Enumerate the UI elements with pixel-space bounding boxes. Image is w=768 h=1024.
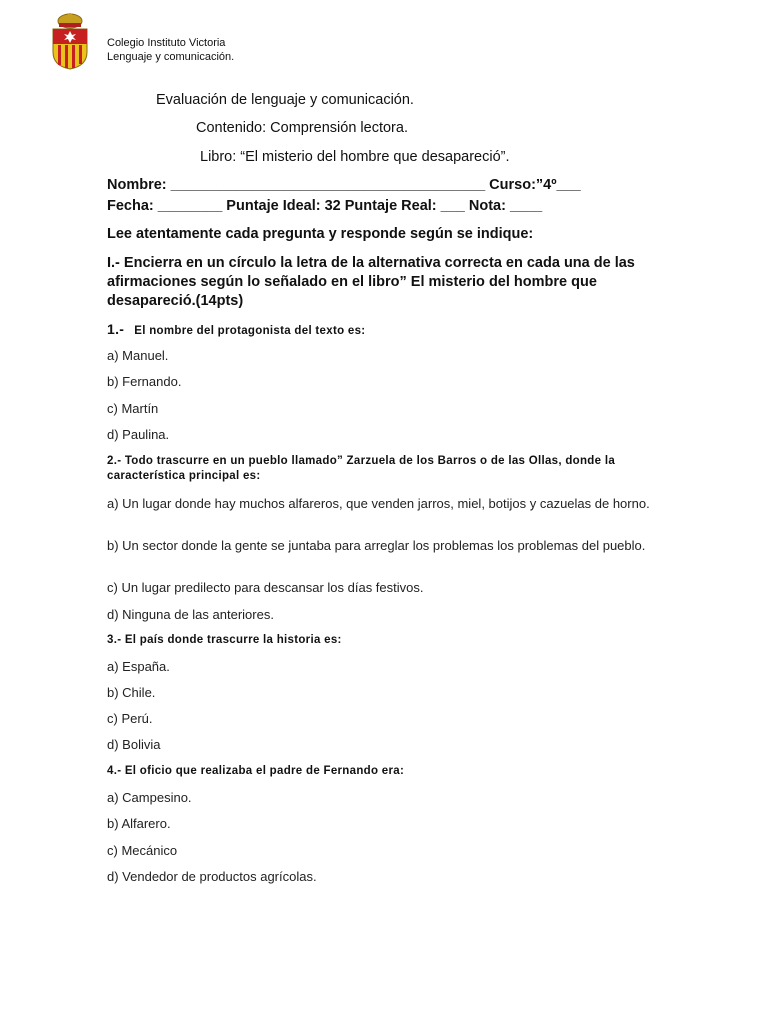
score-info-line: Fecha: ________ Puntaje Ideal: 32 Puntaje Real: ___ Nota: ____ — [107, 198, 543, 214]
question-3-text: 3.- El país donde trascurre la historia es: — [107, 634, 342, 646]
question-2-option-c: c) Un lugar predilecto para descansar los días festivos. — [107, 580, 424, 595]
question-1-option-d: d) Paulina. — [107, 427, 170, 442]
question-3-option-a: a) España. — [107, 659, 170, 674]
evaluation-title: Evaluación de lenguaje y comunicación. — [156, 92, 414, 108]
question-1-option-b: b) Fernando. — [107, 374, 182, 389]
question-1-text: El nombre del protagonista del texto es: — [134, 325, 366, 337]
subject-name: Lenguaje y comunicación. — [107, 51, 235, 63]
question-3-option-b: b) Chile. — [107, 685, 156, 700]
question-1-option-c: c) Martín — [107, 401, 159, 416]
content-title: Contenido: Comprensión lectora. — [196, 120, 408, 136]
question-1 — [107, 321, 365, 337]
school-name: Colegio Instituto Victoria — [107, 37, 226, 49]
book-title: Libro: “El misterio del hombre que desapareció”. — [200, 149, 510, 165]
question-2-option-b: b) Un sector donde la gente se juntaba para arreglar los problemas los problemas del pueblo. — [107, 538, 646, 553]
instructions: Lee atentamente cada pregunta y responde según se indique: — [107, 226, 534, 242]
question-3-option-c: c) Perú. — [107, 711, 153, 726]
question-4-option-b: b) Alfarero. — [107, 816, 171, 831]
school-crest-icon — [50, 12, 90, 70]
school-header — [107, 36, 234, 64]
question-4-option-c: c) Mecánico — [107, 843, 178, 858]
question-2-text: 2.- Todo trascurre en un pueblo llamado” Zarzuela de los Barros o de las Ollas, donde la característica principal es: — [107, 455, 616, 482]
question-1-number: 1.- — [107, 321, 125, 337]
section-heading: I.- Encierra en un círculo la letra de la alternativa correcta en cada una de las afirmaciones según lo señalado en el libro” El misterio del hombre que desapareció.(14pts) — [107, 255, 635, 309]
question-4-option-d: d) Vendedor de productos agrícolas. — [107, 869, 317, 884]
student-info-line: Nombre: _______________________________________ Curso:”4º___ — [107, 177, 581, 193]
question-2-option-d: d) Ninguna de las anteriores. — [107, 607, 274, 622]
question-1-option-a: a) Manuel. — [107, 348, 169, 363]
question-3-option-d: d) Bolivia — [107, 737, 161, 752]
question-4-option-a: a) Campesino. — [107, 790, 192, 805]
question-4-text: 4.- El oficio que realizaba el padre de Fernando era: — [107, 765, 405, 777]
question-2-option-a: a) Un lugar donde hay muchos alfareros, que venden jarros, miel, botijos y cazuelas de horno. — [107, 496, 650, 511]
